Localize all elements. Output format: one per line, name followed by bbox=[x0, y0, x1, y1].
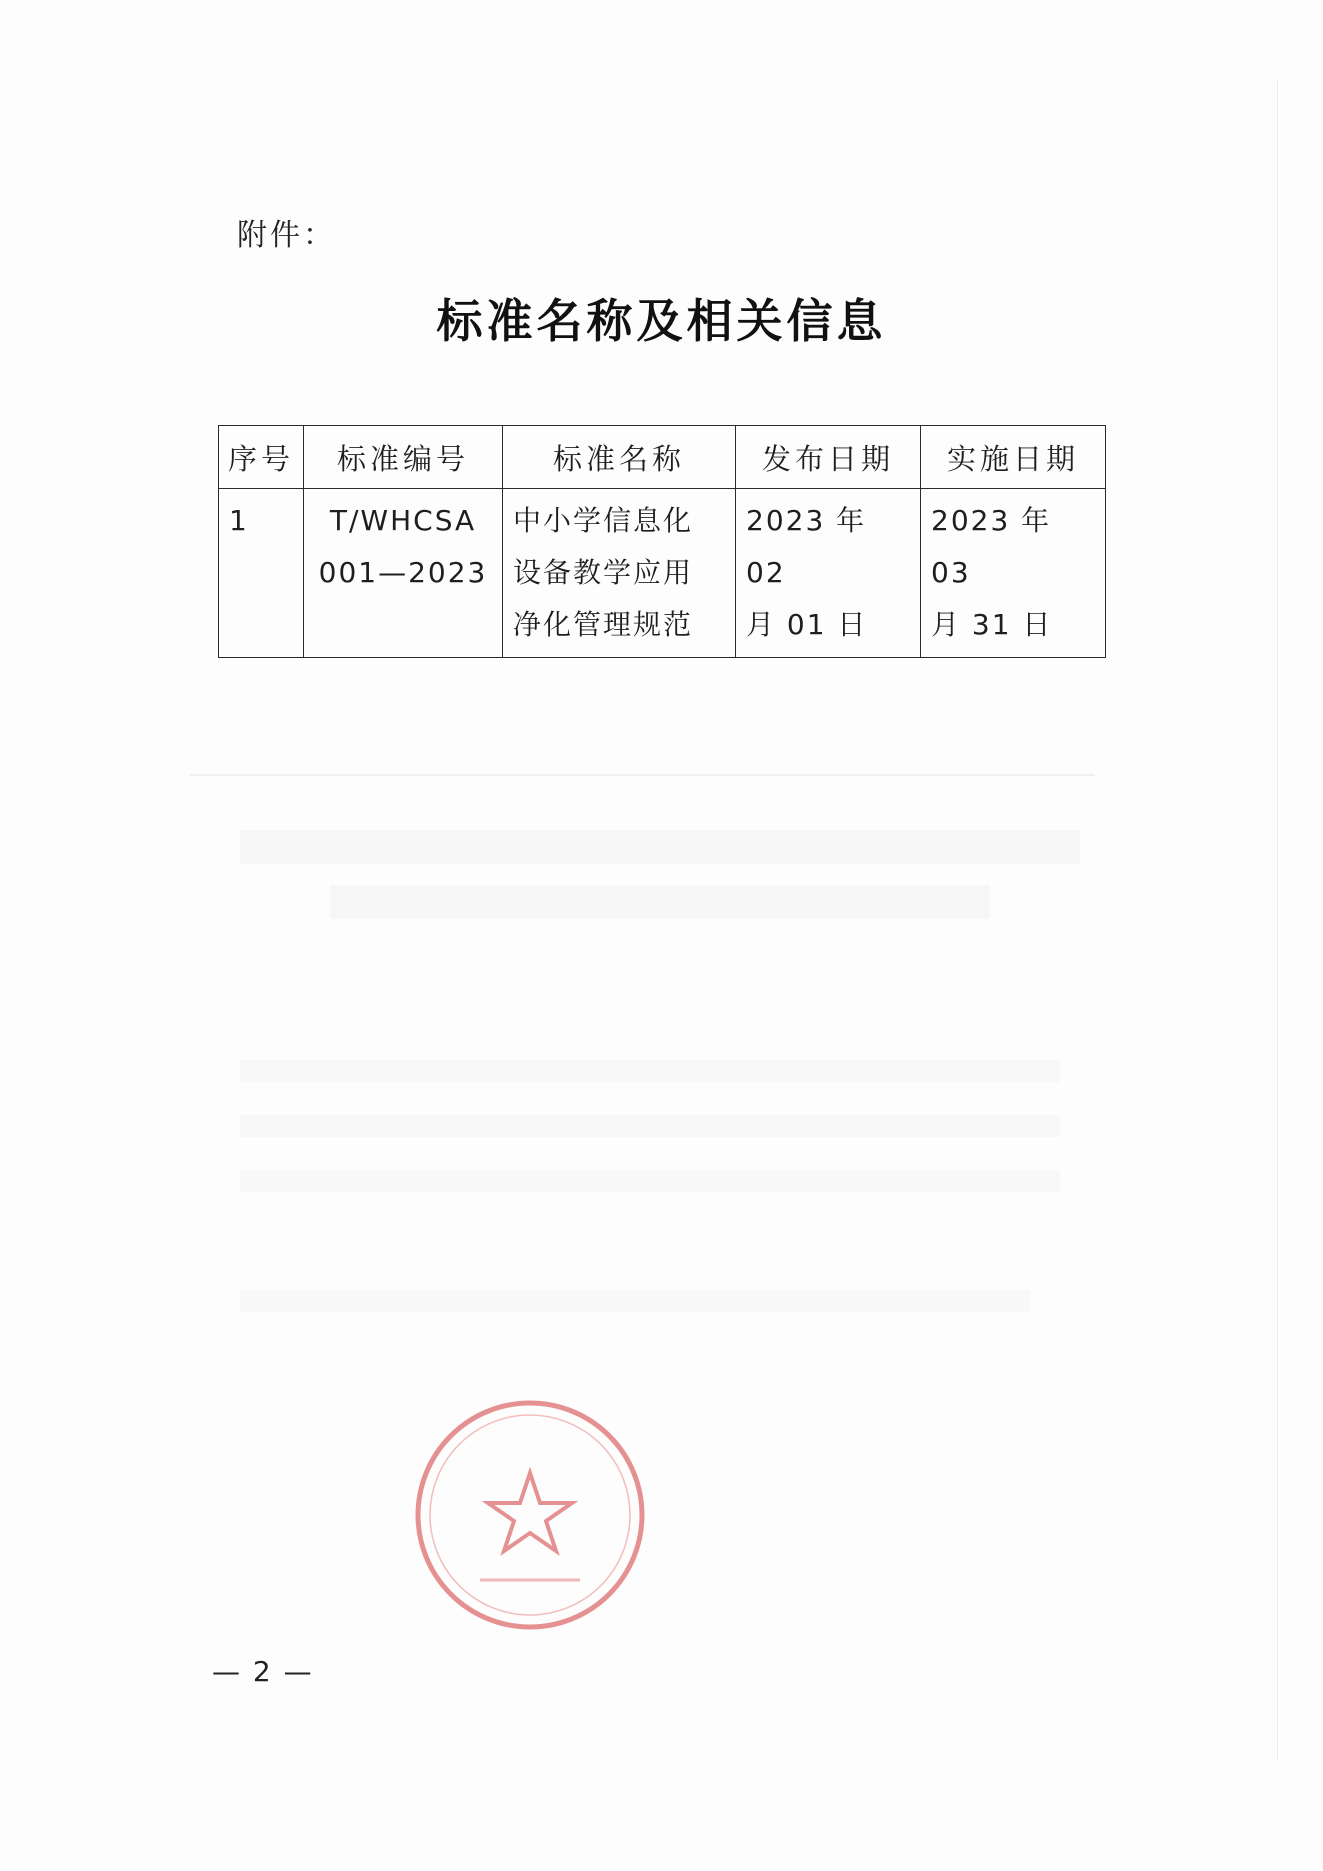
standards-table bbox=[218, 425, 1106, 658]
code-line: 001—2023 bbox=[318, 556, 488, 589]
effective-date-line: 2023 年 03 bbox=[931, 504, 1052, 589]
cell-index bbox=[219, 489, 304, 658]
column-header-name: 标准名称 bbox=[503, 426, 736, 489]
document-title: 标准名称及相关信息 bbox=[436, 294, 887, 348]
name-line: 设备教学应用 bbox=[513, 556, 694, 589]
cell-release-date bbox=[736, 489, 921, 658]
page-number: — 2 — bbox=[212, 1655, 314, 1688]
table-row bbox=[219, 489, 1106, 658]
cell-code bbox=[304, 489, 503, 658]
table-header-row bbox=[219, 426, 1106, 489]
attachment-label: 附件： bbox=[237, 218, 336, 253]
name-line: 中小学信息化 bbox=[513, 504, 694, 537]
column-header-index: 序号 bbox=[219, 426, 304, 489]
column-header-release-date: 发布日期 bbox=[736, 426, 921, 489]
effective-date-line: 月 31 日 bbox=[931, 608, 1053, 641]
release-date-line: 2023 年 02 bbox=[746, 504, 867, 589]
official-seal bbox=[410, 1395, 650, 1635]
column-header-effective-date: 实施日期 bbox=[921, 426, 1106, 489]
cell-effective-date bbox=[921, 489, 1106, 658]
code-line: T/WHCSA bbox=[329, 504, 477, 537]
index-value: 1 bbox=[229, 504, 249, 537]
name-line: 净化管理规范 bbox=[513, 608, 694, 641]
release-date-line: 月 01 日 bbox=[746, 608, 868, 641]
seal-star-icon bbox=[488, 1473, 572, 1551]
column-header-code: 标准编号 bbox=[304, 426, 503, 489]
cell-name bbox=[503, 489, 736, 658]
